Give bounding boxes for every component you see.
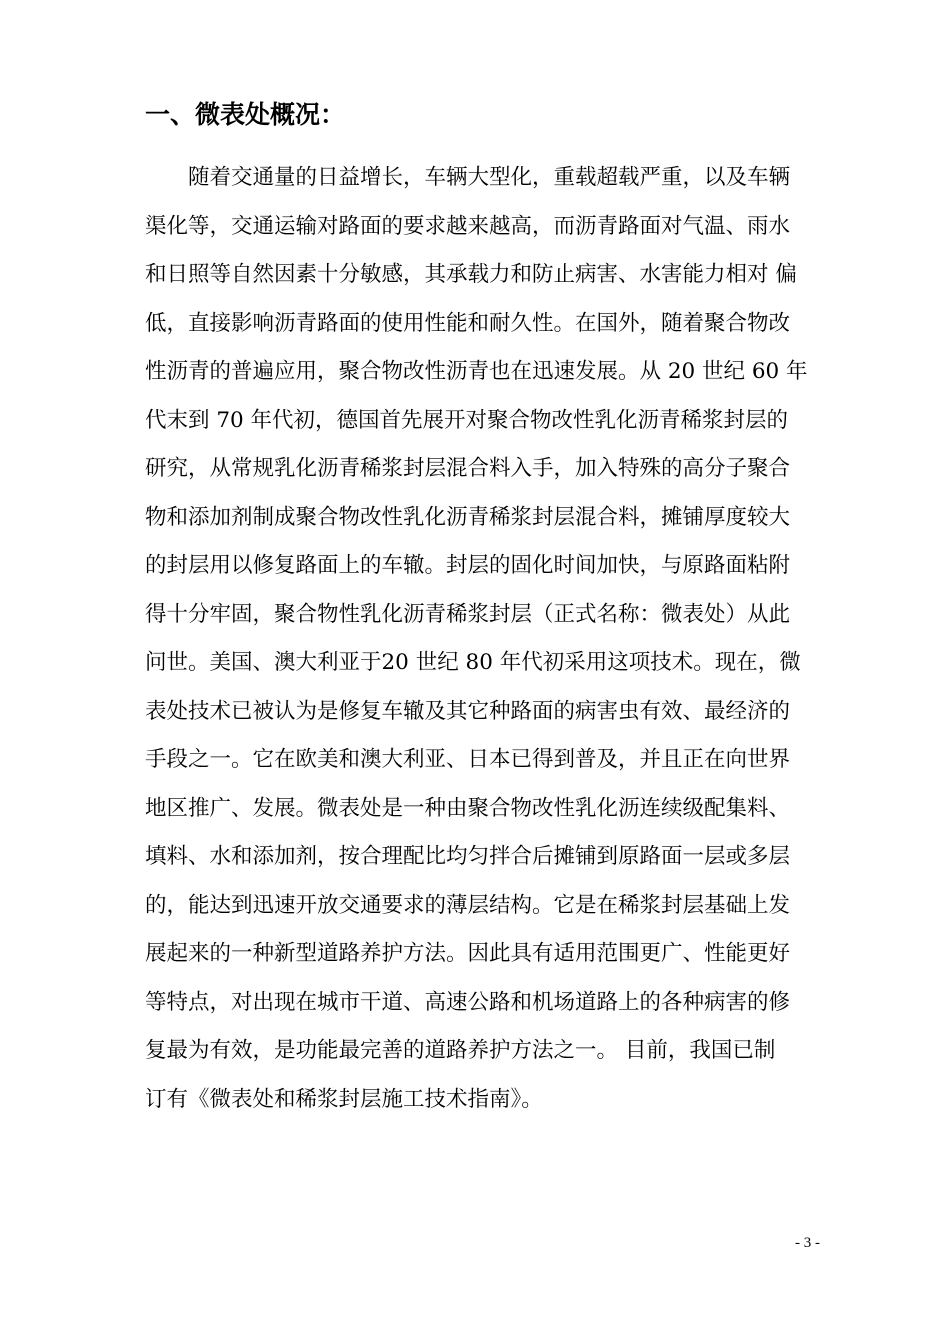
- paragraph-line: 手段之一。它在欧美和澳大利亚、日本已得到普及，并且正在向世界: [145, 747, 791, 772]
- paragraph-line: 等特点，对出现在城市干道、高速公路和机场道路上的各种病害的修: [145, 989, 791, 1015]
- paragraph-line: 代末到 70 年代初，德国首先展开对聚合物改性乳化沥青稀浆封层的: [145, 407, 789, 433]
- paragraph-line: 填料、水和添加剂，按合理配比均匀拌合后摊铺到原路面一层或多层: [145, 844, 791, 869]
- paragraph-line: 问世。美国、澳大利亚于20 世纪 80 年代初采用这项技术。现在，微: [145, 650, 801, 675]
- paragraph-line: 研究，从常规乳化沥青稀浆封层混合料入手，加入特殊的高分子聚合: [145, 456, 791, 481]
- paragraph-line: 复最为有效，是功能最完善的道路养护方法之一。 目前，我国已制: [145, 1038, 776, 1063]
- paragraph-line: 渠化等，交通运输对路面的要求越来越高，而沥青路面对气温、雨水: [145, 213, 791, 239]
- paragraph-line: 的，能达到迅速开放交通要求的薄层结构。它是在稀浆封层基础上发: [145, 892, 791, 918]
- body-paragraph: [145, 154, 825, 1124]
- paragraph-line: 性沥青的普遍应用，聚合物改性沥青也在迅速发展。从 20 世纪 60 年: [145, 359, 808, 384]
- paragraph-line: 物和添加剂制成聚合物改性乳化沥青稀浆封层混合料，摊铺厚度较大: [145, 504, 791, 530]
- paragraph-line: 和日照等自然因素十分敏感，其承载力和防止病害、水害能力相对 偏: [145, 262, 797, 287]
- paragraph-line: 展起来的一种新型道路养护方法。因此具有适用范围更广、性能更好: [145, 941, 791, 966]
- paragraph-line: 订有《微表处和稀浆封层施工技术指南》。: [145, 1086, 543, 1112]
- page-number: - 3 -: [795, 1235, 820, 1251]
- paragraph-line: 地区推广、发展。微表处是一种由聚合物改性乳化沥连续级配集料、: [145, 795, 791, 821]
- section-heading: 一、微表处概况：: [145, 100, 346, 129]
- paragraph-line: 随着交通量的日益增长，车辆大型化，重载超载严重，以及车辆: [188, 165, 791, 190]
- paragraph-line: 低，直接影响沥青路面的使用性能和耐久性。在国外，随着聚合物改: [145, 310, 791, 336]
- paragraph-line: 表处技术已被认为是修复车辙及其它种路面的病害虫有效、最经济的: [145, 698, 791, 724]
- paragraph-line: 得十分牢固，聚合物性乳化沥青稀浆封层（正式名称：微表处）从此: [145, 601, 791, 627]
- paragraph-line: 的封层用以修复路面上的车辙。封层的固化时间加快，与原路面粘附: [145, 553, 791, 578]
